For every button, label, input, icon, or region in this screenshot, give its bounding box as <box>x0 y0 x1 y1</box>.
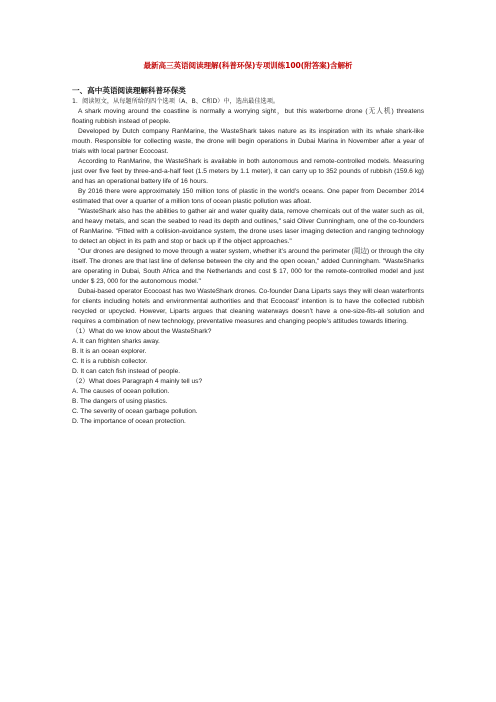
section-heading: 一、高中英语阅读理解科普环保类 <box>72 86 186 95</box>
paragraph: A shark moving around the coastline is normally a worrying sight，but this waterborne drone (无人机) threatens floating rubbish instead of people. <box>72 108 424 125</box>
answer-option: C. It is a rubbish collector. <box>72 358 148 365</box>
answer-option: B. It is an ocean explorer. <box>72 348 147 355</box>
paragraph: Developed by Dutch company RanMarine, the WasteShark takes nature as its inspiration with its whale shark-like mouth. Responsible for collecting waste, the drone will begin operations in Dubai Marina in November after a year of trials with local partner Ecocoast. <box>72 128 424 155</box>
paragraph: By 2016 there were approximately 150 million tons of plastic in the world’s oceans. One paper from December 2014 estimated that over a quarter of a million tons of ocean plastic pollution was afloat. <box>72 188 424 205</box>
paragraph: According to RanMarine, the WasteShark is available in both autonomous and remote-controlled models. Measuring just over five feet by three-and-a-half feet (1.5 meters by 1.1 meter), it can carry up to 352 pounds of rubbish (159.6 kg) and has an operational battery life of 16 hours. <box>72 158 424 185</box>
answer-option: A. The causes of ocean pollution. <box>72 388 170 395</box>
paragraph: "Our drones are designed to move through a water system, whether it’s around the perimeter (周边) or through the city itself. The drones are that last line of defense between the city and the open ocean," added Cunningham. "WasteSharks are operating in Dubai, South Africa and the Netherlands and cost $ 17, 000 for the remote-controlled model and just under $ 23, 000 for the autonomous model." <box>72 248 424 285</box>
document-title: 最新高三英语阅读理解(科普环保)专项训练100(附答案)含解析 <box>143 61 353 70</box>
answer-option: D. The importance of ocean protection. <box>72 418 186 425</box>
question-stem: （1）What do we know about the WasteShark? <box>72 328 212 335</box>
question-stem: （2）What does Paragraph 4 mainly tell us? <box>72 378 203 385</box>
document-body <box>72 97 424 427</box>
answer-option: C. The severity of ocean garbage pollution. <box>72 408 198 415</box>
paragraph: Dubai-based operator Ecocoast has two WasteShark drones. Co-founder Dana Liparts says they will clean waterfronts for clients including hotels and environmental authorities and that Ecocoast’ intention is to have the collected rubbish recycled or upcycled. However, Liparts argues that cleaning waterways doesn’t have a one-size-fits-all solution and requires a combination of new technology, preventative measures and changing people’s attitudes towards littering. <box>72 288 424 325</box>
answer-option: A. It can frighten sharks away. <box>72 338 160 345</box>
paragraph: "WasteShark also has the abilities to gather air and water quality data, remove chemicals out of the water such as oil, and heavy metals, and scan the seabed to read its depth and outlines," said Oliver Cunningham, one of the co-founders of RanMarine. "Fitted with a collision-avoidance system, the drone uses laser imaging detection and ranging technology to detect an object in its path and stop or back up if the object approaches." <box>72 208 424 245</box>
answer-option: D. It can catch fish instead of people. <box>72 368 181 375</box>
answer-option: B. The dangers of using plastics. <box>72 398 168 405</box>
instruction-text: 1．阅读短文，从每题所给的四个选项（A、B、C和D）中，选出最佳选项。 <box>72 98 280 105</box>
